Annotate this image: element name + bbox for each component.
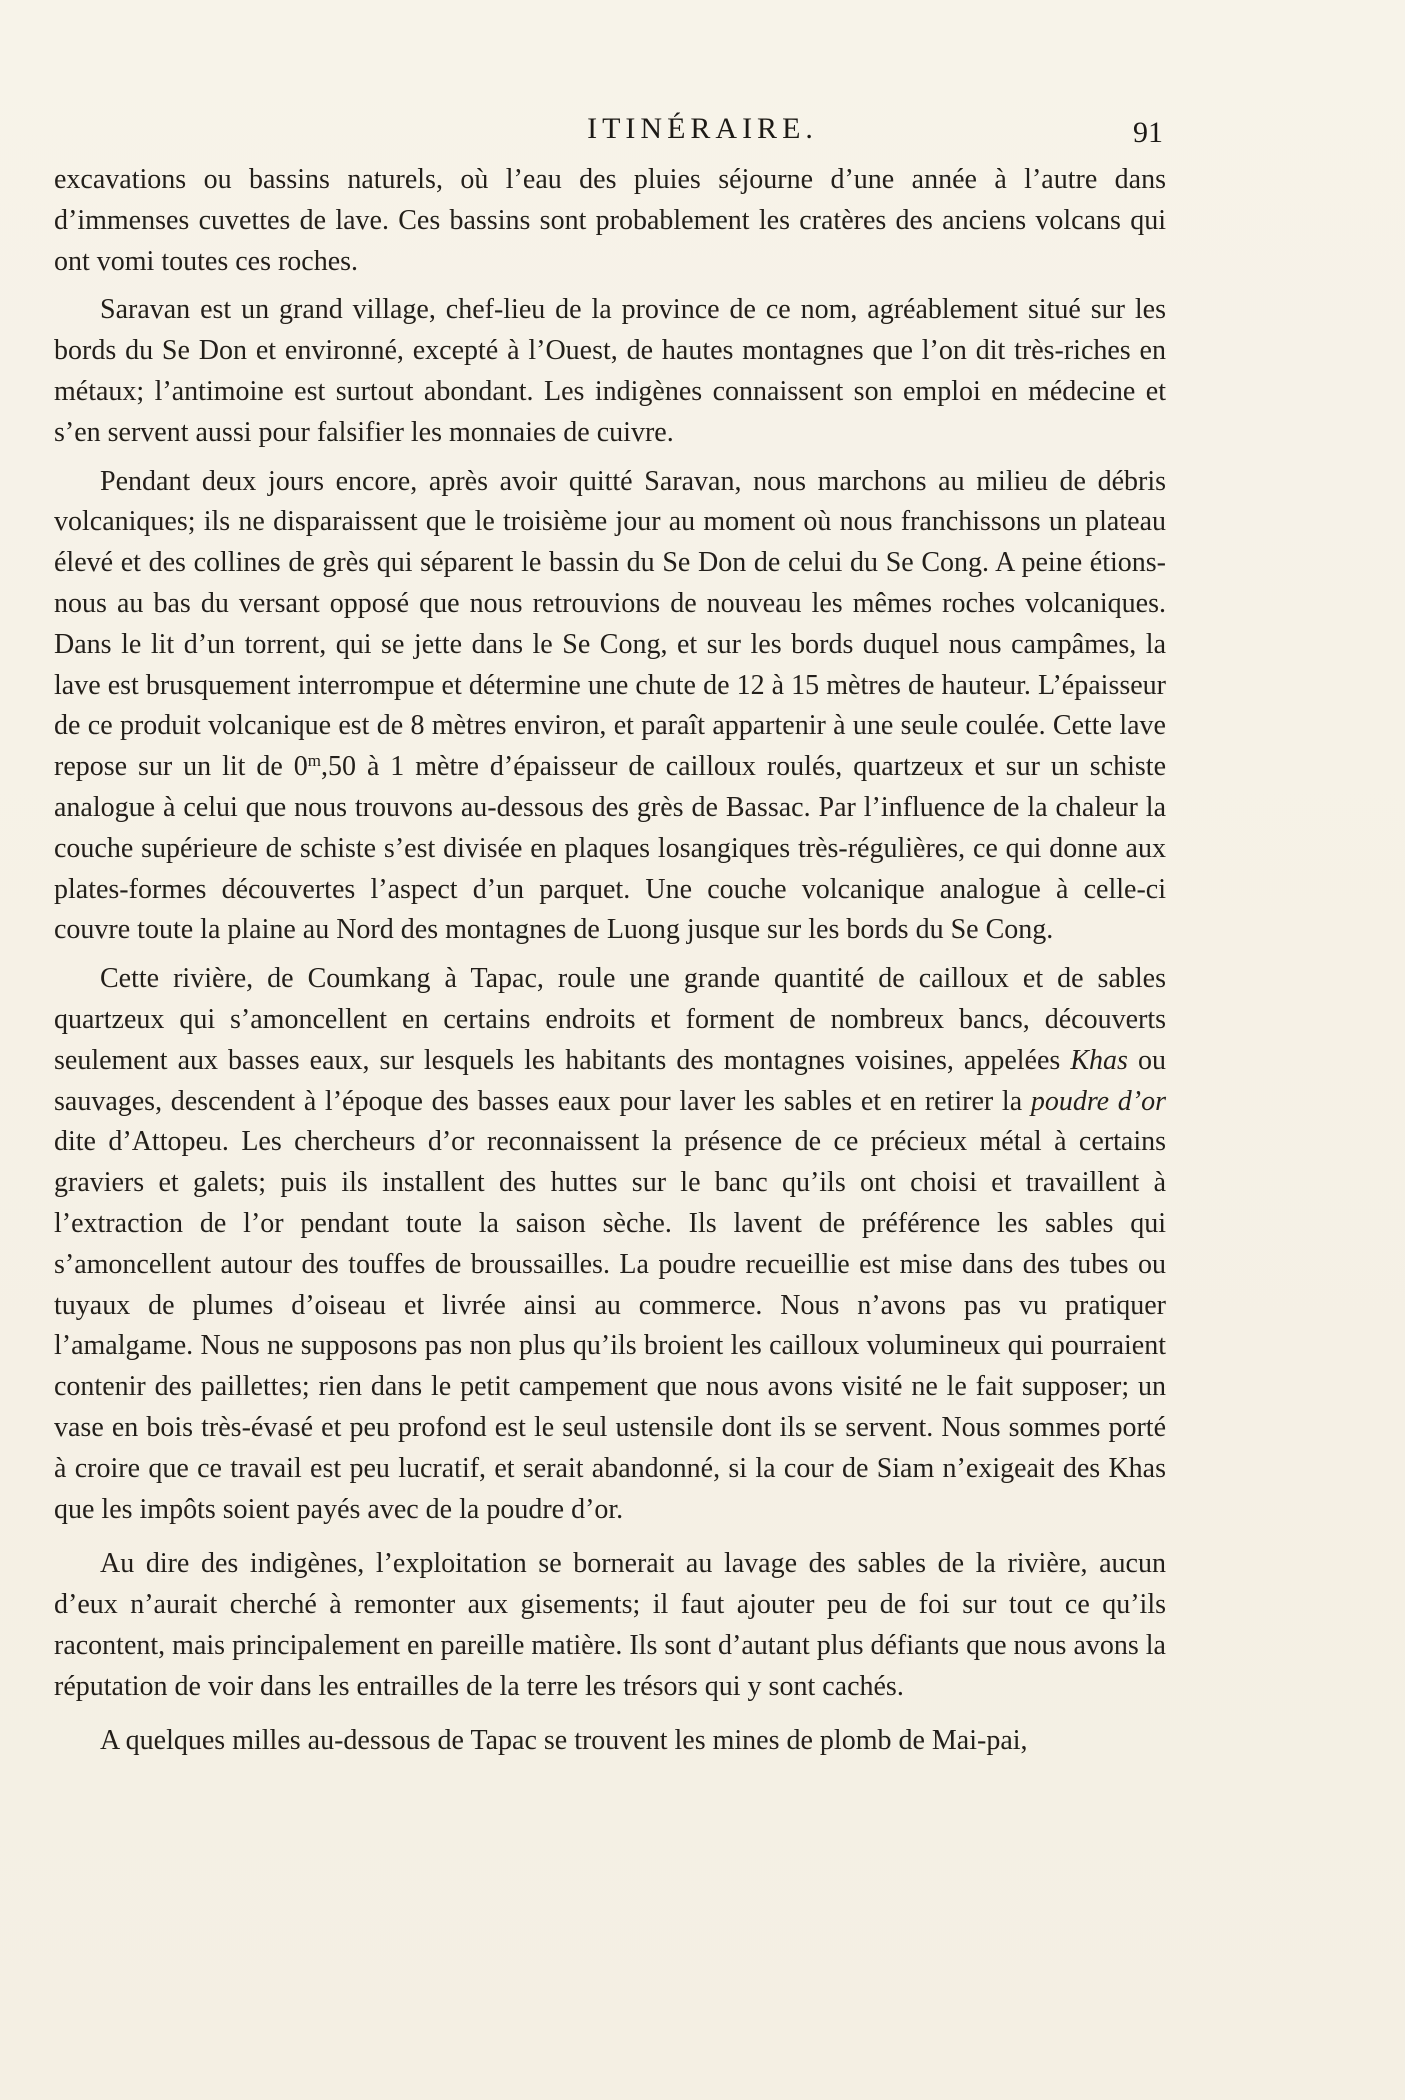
paragraph-4-text-a: Cette rivière, de Coumkang à Tapac, roule une grande quantité de cailloux et de sables quartzeux qui s’amoncellent en certains endroits et forment de nombreux bancs, découverts seulement aux basses eaux, sur lesquels les habitants des montagnes voisines, appelées xyxy=(54,963,1166,1076)
paragraph-4-text-c: dite d’Attopeu. Les chercheurs d’or reconnaissent la présence de ce précieux métal à certains graviers et galets; puis ils installent des huttes sur le banc qu’ils ont choisi et travaillent à l’extraction de l’or pendant toute la saison sèche. Ils lavent de préférence les sables qui s’amoncellent autour des touffes de broussailles. La poudre recueillie est mise dans des tubes ou tuyaux de plumes d’oiseau et livrée ainsi au commerce. Nous n’avons pas vu pratiquer l’amalgame. Nous ne supposons pas non plus qu’ils broient les cailloux volumineux qui pourraient contenir des paillettes; rien dans le petit campement que nous avons visité ne le fait supposer; un vase en bois très-évasé et peu profond est le seul ustensile dont ils se servent. Nous sommes porté à croire que ce travail est peu lucratif, et serait abandonné, si la cour de Siam n’exigeait des Khas que les impôts soient payés avec de la poudre d’or. xyxy=(54,1126,1166,1525)
paragraph-6: A quelques milles au-dessous de Tapac se trouvent les mines de plomb de Mai-pai, xyxy=(100,1725,1028,1757)
paragraph-4 xyxy=(54,959,1166,1530)
paragraph-1: excavations ou bassins naturels, où l’eau des pluies séjourne d’une année à l’autre dans d’immenses cuvettes de lave. Ces bassins sont probablement les cratères des anciens volcans qui ont vomi toutes ces roches. xyxy=(54,164,1166,277)
text-body xyxy=(54,160,1166,1762)
paragraph-2: Saravan est un grand village, chef-lieu de la province de ce nom, agréablement situé sur les bords du Se Don et environné, excepté à l’Ouest, de hautes montagnes que l’on dit très-riches en métaux; l’antimoine est surtout abondant. Les indigènes connaissent son emploi en médecine et s’en servent aussi pour falsifier les monnaies de cuivre. xyxy=(54,294,1166,448)
page-number: 91 xyxy=(1133,116,1163,149)
paragraph-3 xyxy=(54,462,1166,952)
paragraph-3-text-b: ,50 à 1 mètre d’épaisseur de cailloux roulés, quartzeux et sur un schiste analogue à celui que nous trouvons au-dessous des grès de Bassac. Par l’influence de la chaleur la couche supérieure de schiste s’est divisée en plaques losangiques très-régulières, ce qui donne aux plates-formes découvertes l’aspect d’un parquet. Une couche volcanique analogue à celle-ci couvre toute la plaine au Nord des montagnes de Luong jusque sur les bords du Se Cong. xyxy=(54,751,1167,946)
italic-term-khas: Khas xyxy=(1070,1044,1128,1076)
meter-unit-superscript: m xyxy=(307,751,321,771)
italic-term-poudre-dor: poudre d’or xyxy=(1030,1085,1166,1117)
running-title: ITINÉRAIRE. xyxy=(587,112,818,145)
paragraph-4-text-b: ou sauvages, descendent à l’époque des basses eaux pour laver les sables et en retirer la xyxy=(54,1044,1167,1117)
paragraph-3-text-a: Pendant deux jours encore, après avoir quitté Saravan, nous marchons au milieu de débris volcaniques; ils ne disparaissent que le troisième jour au moment où nous franchissons un plateau élevé et des collines de grès qui séparent le bassin du Se Don de celui du Se Cong. A peine étions-nous au bas du versant opposé que nous retrouvions de nouveau les mêmes roches volcaniques. Dans le lit d’un torrent, qui se jette dans le Se Cong, et sur les bords duquel nous campâmes, la lave est brusquement interrompue et détermine une chute de 12 à 15 mètres de hauteur. L’épaisseur de ce produit volcanique est de 8 mètres environ, et paraît appartenir à une seule coulée. Cette lave repose sur un lit de 0 xyxy=(54,465,1166,783)
paragraph-5: Au dire des indigènes, l’exploitation se bornerait au lavage des sables de la rivière, aucun d’eux n’aurait cherché à remonter aux gisements; il faut ajouter peu de foi sur tout ce qu’ils racontent, mais principalement en pareille matière. Ils sont d’autant plus défiants que nous avons la réputation de voir dans les entrailles de la terre les trésors qui y sont cachés. xyxy=(54,1548,1166,1702)
running-head xyxy=(0,112,1405,152)
